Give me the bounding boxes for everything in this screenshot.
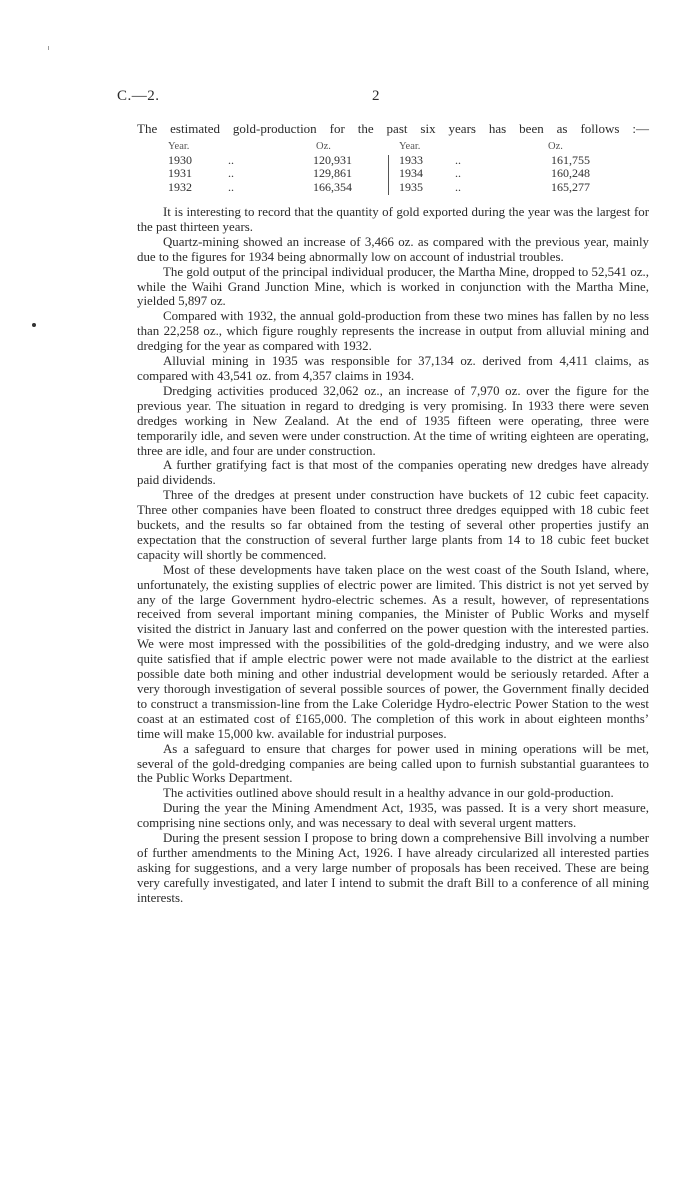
page-number: 2	[372, 88, 380, 104]
paragraph: A further gratifying fact is that most of the companies operating new dredges have already paid dividends.	[137, 458, 649, 488]
body-text	[137, 205, 649, 906]
header-year-left: Year.	[168, 141, 190, 152]
scan-dot	[32, 323, 36, 327]
paragraph: The gold output of the principal individual producer, the Martha Mine, dropped to 52,541 oz., while the Waihi Grand Junction Mine, which is worked in conjunction with the Martha Mine, yielded 5,897 oz.	[137, 264, 649, 309]
header-oz-left: Oz.	[316, 141, 331, 152]
oz-cell: 166,354	[313, 179, 352, 194]
oz-cell: 160,248	[551, 166, 590, 181]
leader-dots: ..	[455, 166, 461, 181]
page-header	[117, 88, 647, 110]
leader-dots: ..	[455, 152, 461, 167]
document-reference: C.—2.	[117, 88, 160, 104]
table-row	[166, 181, 626, 195]
oz-cell: 120,931	[313, 152, 352, 167]
gold-production-table	[166, 140, 626, 194]
paragraph: During the present session I propose to bring down a comprehensive Bill involving a number of further amendments to the Mining Act, 1926. I have already circularized all interested parties asking for suggestions, and a very large number of proposals has been received. These are being very carefully investigated, and later I intend to submit the draft Bill to a conference of all mining interests.	[137, 831, 649, 905]
paragraph: Most of these developments have taken place on the west coast of the South Island, where, unfortunately, the existing supplies of electric power are limited. This district is not yet served by any of the large Government hydro-electric schemes. As a result, however, of representations received from several important mining companies, the Minister of Public Works and myself visited the district in January last and conferred on the power question with the interested parties. We were most impressed with the possibilities of the gold-dredging industry, and we were also quite satisfied that if ample electric power were not made available to the district at the earliest possible date both mining and other industrial development would be seriously retarded. After a very thorough investigation of several possible sources of power, the Government finally decided to construct a transmission-line from the Lake Coleridge Hydro-electric Power Station to the west coast at an estimated cost of £165,000. The completion of this work in about eighteen months’ time will make 15,000 kw. available for industrial purposes.	[137, 562, 649, 741]
year-cell: 1931	[168, 166, 192, 181]
table-intro: The estimated gold-production for the past six years has been as follows :—	[137, 121, 649, 136]
paragraph: Alluvial mining in 1935 was responsible for 37,134 oz. derived from 4,411 claims, as compared with 43,541 oz. from 4,357 claims in 1934.	[137, 354, 649, 383]
paragraph: During the year the Mining Amendment Act, 1935, was passed. It is a very short measure, comprising nine sections only, and was necessary to deal with several urgent matters.	[137, 801, 649, 831]
paragraph: Three of the dredges at present under construction have buckets of 12 cubic feet capacity. Three other companies have been floated to construct three dredges equipped with 18 cubic feet buckets, and the results so far obtained from the testing of several other properties justify an expectation that the construction of several further large plants from 14 to 18 cubic feet bucket capacity will shortly be commenced.	[137, 488, 649, 562]
paragraph: Quartz-mining showed an increase of 3,466 oz. as compared with the previous year, mainly due to the figures for 1934 being abnormally low on account of industrial troubles.	[137, 234, 649, 264]
year-cell: 1935	[399, 179, 423, 194]
leader-dots: ..	[228, 152, 234, 167]
table-header-row	[166, 140, 626, 154]
leader-dots: ..	[228, 179, 234, 194]
oz-cell: 161,755	[551, 152, 590, 167]
scan-mark	[48, 46, 49, 50]
year-cell: 1932	[168, 179, 192, 194]
table-row	[166, 154, 626, 168]
table-row	[166, 167, 626, 181]
header-oz-right: Oz.	[548, 141, 563, 152]
paragraph: The activities outlined above should result in a healthy advance in our gold-production.	[163, 786, 614, 801]
paragraph: Dredging activities produced 32,062 oz., an increase of 7,970 oz. over the figure for the previous year. The situation in regard to dredging is very promising. In 1933 there were seven dredges working in New Zealand. At the end of 1935 fifteen were operating, three were temporarily idle, and seven were under construction. At the time of writing eighteen are operating, three are idle, and four are under construction.	[137, 383, 649, 458]
oz-cell: 165,277	[551, 179, 590, 194]
leader-dots: ..	[455, 179, 461, 194]
leader-dots: ..	[228, 166, 234, 181]
paragraph: As a safeguard to ensure that charges for power used in mining operations will be met, several of the gold-dredging companies are being called upon to furnish substantial guarantees to the Public Works Department.	[137, 741, 649, 786]
paragraph: Compared with 1932, the annual gold-production from these two mines has fallen by no less than 22,258 oz., which figure roughly represents the increase in output from alluvial mining and dredging for the year as compared with 1932.	[137, 309, 649, 354]
oz-cell: 129,861	[313, 166, 352, 181]
header-year-right: Year.	[399, 141, 421, 152]
paragraph: It is interesting to record that the quantity of gold exported during the year was the largest for the past thirteen years.	[137, 205, 649, 234]
year-cell: 1933	[399, 152, 423, 167]
year-cell: 1930	[168, 152, 192, 167]
year-cell: 1934	[399, 166, 423, 181]
